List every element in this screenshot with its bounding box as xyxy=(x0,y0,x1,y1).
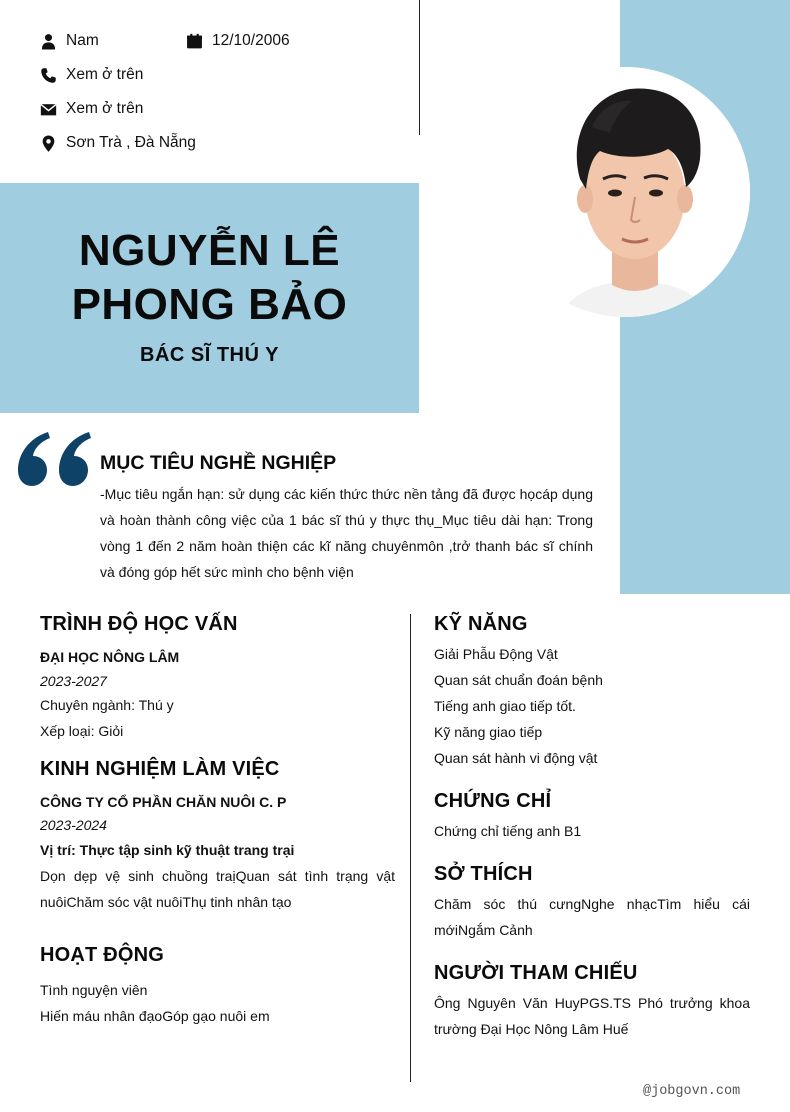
address-row xyxy=(39,134,196,152)
phone-icon xyxy=(39,66,57,84)
objective-heading: MỤC TIÊU NGHỀ NGHIỆP xyxy=(100,452,337,474)
job-title: BÁC SĨ THÚ Y xyxy=(140,344,279,366)
skill-item: Quan sát hành vi động vật xyxy=(434,750,598,766)
experience-period: 2023-2024 xyxy=(40,817,107,833)
skills-heading: KỸ NĂNG xyxy=(434,613,528,635)
calendar-icon xyxy=(185,32,203,50)
skill-item: Kỹ năng giao tiếp xyxy=(434,724,543,740)
activities-heading: HOẠT ĐỘNG xyxy=(40,944,165,966)
company-name: CÔNG TY CỔ PHẦN CHĂN NUÔI C. P xyxy=(40,794,287,810)
column-divider xyxy=(410,614,411,1082)
education-grade: Xếp loại: Giỏi xyxy=(40,723,124,739)
avatar xyxy=(500,67,750,317)
envelope-icon xyxy=(39,100,57,118)
quote-icon xyxy=(18,430,94,486)
hobbies-heading: SỞ THÍCH xyxy=(434,863,533,885)
skill-item: Tiếng anh giao tiếp tốt. xyxy=(434,698,576,714)
activity-item: Hiến máu nhân đạoGóp gạo nuôi em xyxy=(40,1008,270,1024)
education-heading: TRÌNH ĐỘ HỌC VẤN xyxy=(40,613,238,635)
birthdate-text: 12/10/2006 xyxy=(212,32,290,49)
profile-photo xyxy=(500,67,750,317)
email-text: Xem ở trên xyxy=(66,100,144,117)
header-divider xyxy=(419,0,420,135)
education-major: Chuyên ngành: Thú y xyxy=(40,697,174,713)
birthdate-row xyxy=(185,32,290,50)
name-banner xyxy=(0,183,419,413)
hobbies-text: Chăm sóc thú cưngNghe nhạcTìm hiểu cái mớiNgắm Cảnh xyxy=(434,896,750,938)
skill-item: Giải Phẫu Động Vật xyxy=(434,646,558,662)
location-pin-icon xyxy=(39,134,57,152)
experience-position: Vị trí: Thực tập sinh kỹ thuật trang trại xyxy=(40,842,295,858)
watermark: @jobgovn.com xyxy=(643,1084,741,1099)
certificates-heading: CHỨNG CHỈ xyxy=(434,790,552,812)
phone-text: Xem ở trên xyxy=(66,66,144,83)
email-row xyxy=(39,100,143,118)
skill-item: Quan sát chuẩn đoán bệnh xyxy=(434,672,603,688)
address-text: Sơn Trà , Đà Nẵng xyxy=(66,134,196,151)
certificate-item: Chứng chỉ tiếng anh B1 xyxy=(434,823,582,839)
references-text: Ông Nguyên Văn HuyPGS.TS Phó trưởng khoa trường Đại Học Nông Lâm Huế xyxy=(434,995,750,1037)
full-name-line-1: NGUYỄN LÊ xyxy=(78,226,341,275)
activity-item: Tình nguyện viên xyxy=(40,982,148,998)
objective-text: -Mục tiêu ngắn hạn: sử dụng các kiến thức thức nền tảng đã được họcáp dụng và hoàn thành công việc của 1 bác sĩ thú y thực thụ_Mục tiêu dài hạn: Trong vòng 1 đến 2 năm hoàn thiện các kĩ năng chuyênmôn ,trở thanh bác sĩ chính và đóng góp hết sức mình cho bệnh viện xyxy=(100,486,593,580)
education-period: 2023-2027 xyxy=(40,673,107,689)
experience-heading: KINH NGHIỆM LÀM VIỆC xyxy=(40,758,280,780)
phone-row xyxy=(39,66,143,84)
school-name: ĐẠI HỌC NÔNG LÂM xyxy=(40,649,180,665)
experience-description: Dọn dẹp vệ sinh chuồng traịQuan sát tình trạng vật nuôiChăm sóc vật nuôiThụ tinh nhân tạo xyxy=(40,868,395,910)
full-name-line-2: PHONG BẢO xyxy=(71,280,348,329)
gender-row xyxy=(39,32,99,50)
references-heading: NGƯỜI THAM CHIẾU xyxy=(434,962,638,984)
gender-text: Nam xyxy=(66,32,99,49)
person-icon xyxy=(39,32,57,50)
